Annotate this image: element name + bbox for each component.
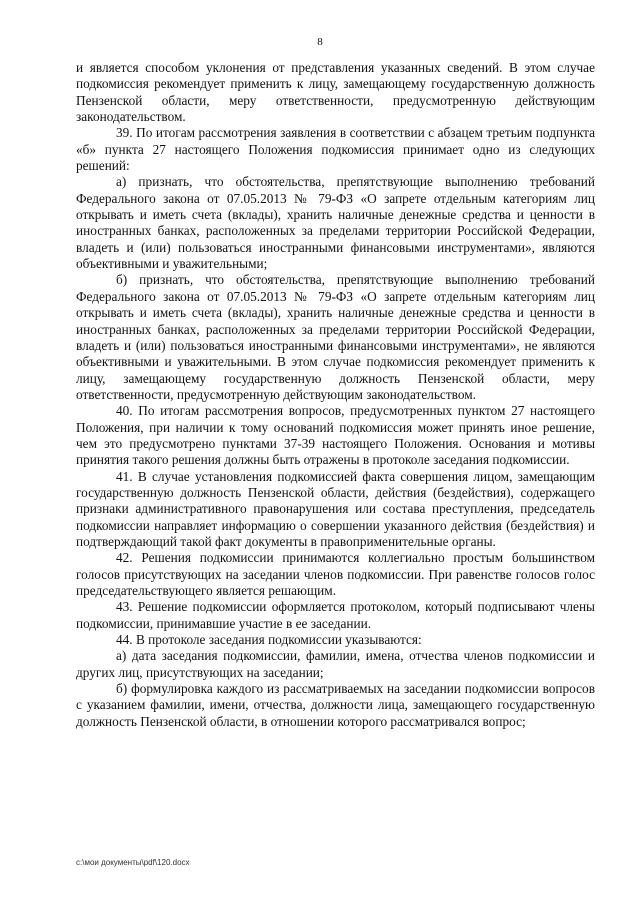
footer-file-path: c:\мои документы\pdf\120.docx [76, 858, 190, 867]
paragraph: а) признать, что обстоятельства, препятствующие выполнению требований Федерального закона от 07.05.2013 № 79-ФЗ «О запрете отдельным категориям лиц открывать и иметь счета (вклады), хранить наличные денежные средства и ценности в иностранных банках, расположенных за пределами территории Российской Федерации, владеть и (или) пользоваться иностранными финансовыми инструментами», являются объективными и уважительными; [76, 174, 595, 272]
paragraph: 39. По итогам рассмотрения заявления в соответствии с абзацем третьим подпункта «б» пункта 27 настоящего Положения подкомиссия принимает одно из следующих решений: [76, 125, 595, 174]
paragraph: б) признать, что обстоятельства, препятствующие выполнению требований Федерального закона от 07.05.2013 № 79-ФЗ «О запрете отдельным категориям лиц открывать и иметь счета (вклады), хранить наличные денежные средства и ценности в иностранных банках, расположенных за пределами территории Российской Федерации, владеть и (или) пользоваться иностранными финансовыми инструментами», не являются объективными и уважительными. В этом случае подкомиссия рекомендует применить к лицу, замещающему государственную должность Пензенской области, меру ответственности, предусмотренную действующим законодательством. [76, 272, 595, 402]
paragraph: и является способом уклонения от представления указанных сведений. В этом случае подкомиссия рекомендует применить к лицу, замещающему государственную должность Пензенской области, меру ответственности, предусмотренную действующим законодательством. [76, 60, 595, 125]
page-number: 8 [317, 36, 323, 48]
paragraph: 41. В случае установления подкомиссией факта совершения лицом, замещающим государственную должность Пензенской области, действия (бездействия), содержащего признаки административного правонарушения или состава преступления, председатель подкомиссии направляет информацию о совершении указанного действия (бездействия) и подтверждающий такой факт документы в правоприменительные органы. [76, 468, 595, 549]
paragraph: 40. По итогам рассмотрения вопросов, предусмотренных пунктом 27 настоящего Положения, при наличии к тому оснований подкомиссия может принять иное решение, чем это предусмотрено пунктами 37-39 настоящего Положения. Основания и мотивы принятия такого решения должны быть отражены в протоколе заседания подкомиссии. [76, 403, 595, 468]
paragraph: 42. Решения подкомиссии принимаются коллегиально простым большинством голосов присутствующих на заседании членов подкомиссии. При равенстве голосов голос председательствующего является решающим. [76, 550, 595, 598]
document-body [76, 60, 595, 730]
paragraph: б) формулировка каждого из рассматриваемых на заседании подкомиссии вопросов с указанием фамилии, имени, отчества, должности лица, замещающего государственную должность Пензенской области, в отношении которого рассматривался вопрос; [76, 681, 595, 729]
paragraph: 43. Решение подкомиссии оформляется протоколом, который подписывают члены подкомиссии, принимавшие участие в ее заседании. [76, 599, 595, 631]
paragraph: а) дата заседания подкомиссии, фамилии, имена, отчества членов подкомиссии и других лиц, присутствующих на заседании; [76, 648, 595, 680]
paragraph: 44. В протоколе заседания подкомиссии указываются: [116, 632, 422, 648]
